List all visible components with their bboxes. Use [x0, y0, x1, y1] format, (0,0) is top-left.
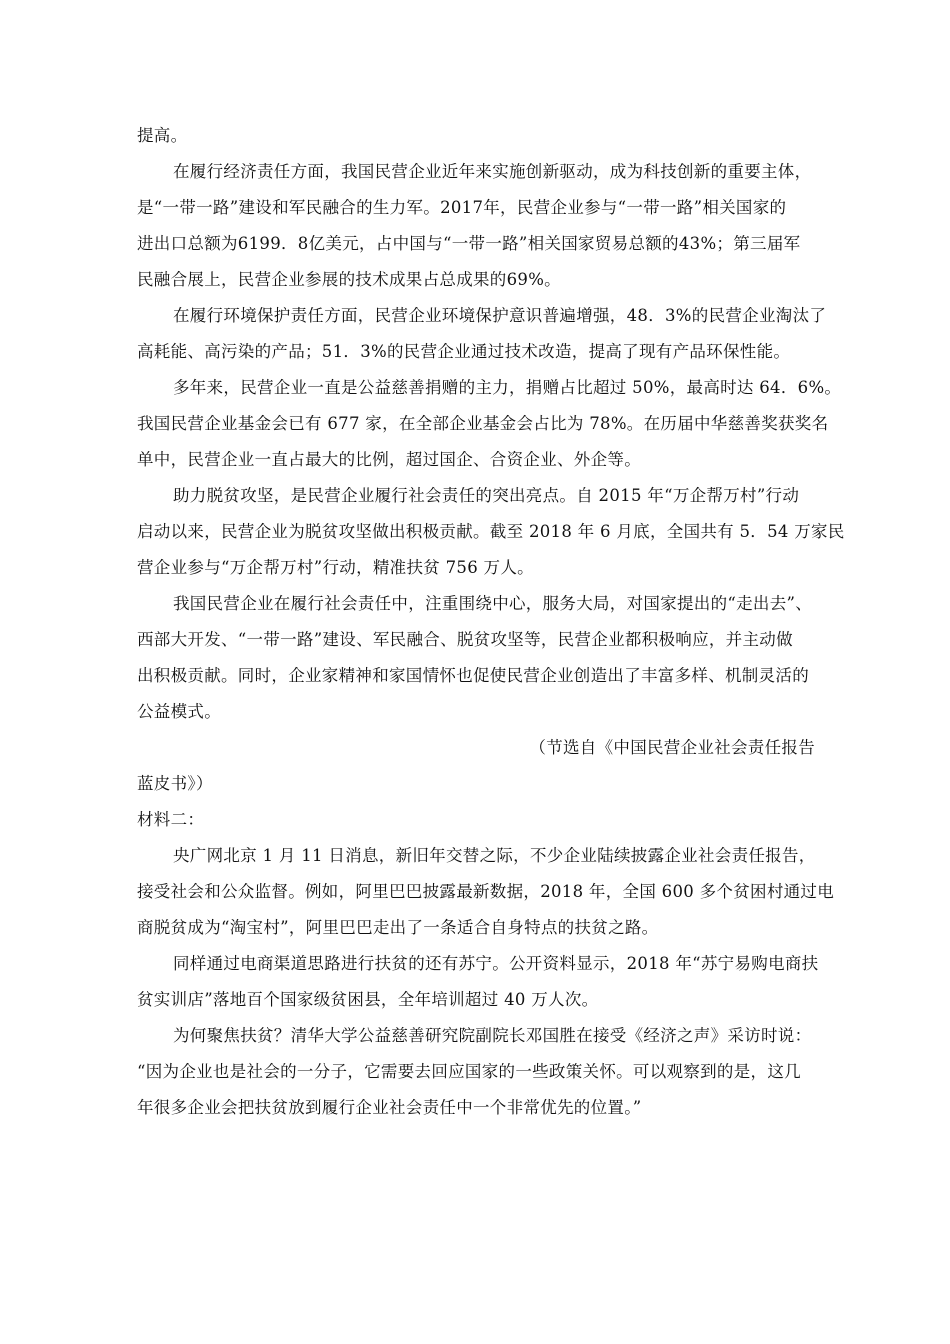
text-line: 出积极贡献。同时，企业家精神和家国情怀也促使民营企业创造出了丰富多样、机制灵活的 [137, 666, 809, 685]
source-citation: （节选自《中国民营企业社会责任报告 [529, 738, 815, 757]
text-line: 启动以来，民营企业为脱贫攻坚做出积极贡献。截至 2018 年 6 月底，全国共有 5．54 万家民 [137, 522, 845, 541]
text-line: 是“一带一路”建设和军民融合的生力军。2017年，民营企业参与“一带一路”相关国家的 [137, 198, 787, 217]
text-line: 我国民营企业在履行社会责任中，注重围绕中心，服务大局，对国家提出的“走出去”、 [173, 594, 813, 613]
text-line: “因为企业也是社会的一分子，它需要去回应国家的一些政策关怀。可以观察到的是，这几 [137, 1062, 801, 1081]
text-line: 商脱贫成为“淘宝村”，阿里巴巴走出了一条适合自身特点的扶贫之路。 [137, 918, 659, 937]
text-line: 助力脱贫攻坚，是民营企业履行社会责任的突出亮点。自 2015 年“万企帮万村”行动 [173, 486, 800, 505]
text-line: 公益模式。 [137, 702, 221, 721]
text-line: 央广网北京 1 月 11 日消息，新旧年交替之际，不少企业陆续披露企业社会责任报告， [173, 846, 816, 865]
text-line: 进出口总额为6199．8亿美元，占中国与“一带一路”相关国家贸易总额的43%；第三届军 [137, 234, 801, 253]
text-line: 贫实训店”落地百个国家级贫困县，全年培训超过 40 万人次。 [137, 990, 599, 1009]
material-two-heading: 材料二： [137, 810, 205, 829]
text-line: 提高。 [137, 126, 188, 145]
document-body [137, 118, 845, 1126]
text-line: 年很多企业会把扶贫放到履行企业社会责任中一个非常优先的位置。” [137, 1098, 642, 1117]
text-line: 西部大开发、“一带一路”建设、军民融合、脱贫攻坚等，民营企业都积极响应，并主动做 [137, 630, 793, 649]
text-line: 多年来，民营企业一直是公益慈善捐赠的主力，捐赠占比超过 50%，最高时达 64．6%。 [173, 378, 842, 397]
text-line: 接受社会和公众监督。例如，阿里巴巴披露最新数据，2018 年，全国 600 多个贫困村通过电 [137, 882, 835, 901]
text-line: 单中，民营企业一直占最大的比例，超过国企、合资企业、外企等。 [137, 450, 641, 469]
text-line: 在履行经济责任方面，我国民营企业近年来实施创新驱动，成为科技创新的重要主体， [173, 162, 812, 181]
text-line: 在履行环境保护责任方面，民营企业环境保护意识普遍增强，48．3%的民营企业淘汰了 [173, 306, 827, 325]
text-line: 民融合展上，民营企业参展的技术成果占总成果的69%。 [137, 270, 561, 289]
text-line: 高耗能、高污染的产品；51．3%的民营企业通过技术改造，提高了现有产品环保性能。 [137, 342, 791, 361]
text-line: 为何聚焦扶贫？清华大学公益慈善研究院副院长邓国胜在接受《经济之声》采访时说： [173, 1026, 812, 1045]
text-line: 我国民营企业基金会已有 677 家，在全部企业基金会占比为 78%。在历届中华慈善奖获奖名 [137, 414, 829, 433]
source-citation-continued: 蓝皮书》） [137, 774, 213, 793]
text-line: 营企业参与“万企帮万村”行动，精准扶贫 756 万人。 [137, 558, 534, 577]
text-line: 同样通过电商渠道思路进行扶贫的还有苏宁。公开资料显示，2018 年“苏宁易购电商扶 [173, 954, 819, 973]
